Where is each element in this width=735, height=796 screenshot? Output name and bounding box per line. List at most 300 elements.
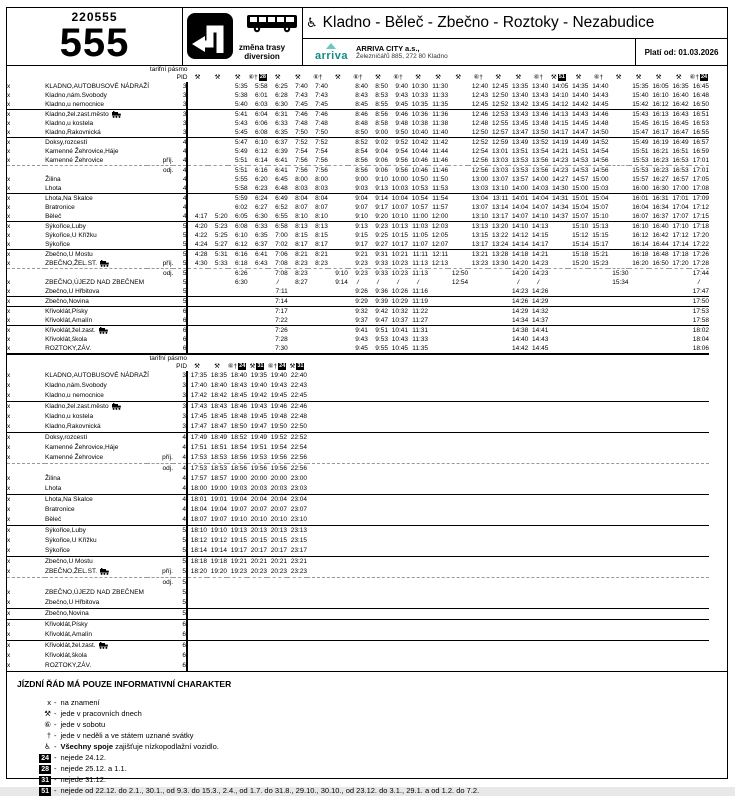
time-cell [468, 335, 488, 344]
time-cell: 7:40 [295, 83, 308, 90]
time-cell: 6:37 [275, 139, 288, 146]
time-cell [247, 598, 267, 609]
station-name: Bratronice [45, 506, 75, 513]
time-cell [187, 641, 207, 652]
time-cell: 16:51 [672, 148, 689, 155]
station-row [7, 212, 709, 222]
time-cell: 14:47 [568, 128, 588, 138]
column-day-symbol [649, 74, 669, 82]
time-cell: 17:10 [672, 223, 689, 230]
time-cell [588, 344, 608, 353]
time-cell [669, 297, 689, 307]
time-cell: 13:22 [491, 232, 509, 239]
zone-number: 5 [173, 546, 187, 557]
arrival-departure-label [147, 240, 173, 250]
arrival-departure-label [147, 147, 173, 156]
zone-number: 4 [173, 474, 187, 484]
note-badge-28: 28 [259, 74, 266, 81]
request-stop-flag [7, 269, 45, 279]
station-name: Kladno,nám.Svobody [45, 382, 107, 389]
time-cell: 12:45 [491, 83, 509, 90]
time-cell: 6:12 [228, 240, 248, 250]
time-cell: 18:14 [187, 546, 207, 557]
row-filler [307, 567, 709, 578]
arrival-departure-label [147, 175, 173, 184]
legend-text: nejede 31.12. [60, 775, 106, 784]
time-cell: 19:50 [267, 422, 287, 433]
time-cell [208, 269, 228, 279]
time-cell: 16:57 [672, 176, 689, 183]
arrival-departure-label: příj. [147, 567, 173, 578]
time-cell [308, 344, 328, 353]
time-cell [227, 620, 247, 631]
time-cell: 14:50 [588, 128, 608, 138]
time-cell: 5:27 [208, 240, 228, 250]
time-cell: 23:04 [290, 496, 308, 503]
time-cell: 20:10 [267, 515, 287, 526]
time-cell [328, 100, 348, 110]
note-badge-51: 51 [558, 74, 565, 81]
station-name: Křivoklát,Amalín [45, 630, 147, 641]
time-cell: 7:08 [275, 270, 288, 277]
time-cell [548, 287, 568, 297]
time-cell: 11:13 [412, 270, 429, 277]
time-cell: 9:33 [375, 270, 388, 277]
time-cell: 6:24 [255, 195, 268, 202]
zone-number: 5 [173, 240, 187, 250]
time-cell: 8:56 [348, 156, 368, 166]
request-stop-flag: x [7, 609, 45, 620]
time-cell: 18:49 [210, 434, 228, 441]
time-cell: 15:23 [588, 259, 608, 269]
time-cell: 9:25 [375, 232, 388, 239]
time-cell: 9:10 [335, 270, 348, 277]
zone-number: 6 [173, 344, 187, 353]
time-cell: 10:57 [411, 204, 429, 211]
request-stop-flag: x [7, 212, 45, 222]
time-cell [608, 203, 628, 212]
request-stop-flag: x [7, 496, 11, 503]
time-cell: 17:09 [692, 195, 709, 202]
time-cell: 11:11 [412, 251, 429, 258]
time-cell: 15:04 [592, 195, 609, 202]
time-cell: 15:20 [568, 259, 588, 269]
workdays-icon: ⚒ [214, 74, 221, 81]
zone-number: 5 [173, 557, 187, 568]
time-cell [227, 609, 247, 620]
time-cell: 9:23 [348, 259, 368, 269]
time-cell [208, 335, 228, 344]
workdays-icon: ⚒ [334, 74, 341, 81]
row-filler [307, 515, 709, 526]
time-cell [187, 203, 207, 212]
row-filler [307, 505, 709, 515]
time-cell: 9:23 [355, 270, 368, 277]
time-cell [488, 269, 508, 279]
time-cell: 19:15 [230, 537, 248, 544]
time-cell [629, 269, 649, 279]
time-cell [187, 278, 207, 287]
time-cell: 9:56 [388, 156, 408, 166]
request-stop-flag: x [7, 297, 45, 307]
zone-number: 6 [173, 307, 187, 317]
time-cell: 14:13 [552, 111, 569, 118]
time-cell [328, 297, 348, 307]
time-cell: 18:54 [230, 444, 248, 451]
time-cell: 12:13 [428, 259, 448, 269]
time-cell [208, 194, 228, 204]
time-cell: 9:45 [355, 345, 368, 352]
time-cell: 18:53 [207, 453, 227, 464]
time-cell: 16:23 [649, 156, 669, 166]
station-name: Kladno,u nemocnice [45, 391, 147, 402]
time-cell [288, 344, 308, 353]
time-cell: 9:36 [368, 287, 388, 297]
station-name: Lhota [45, 184, 147, 194]
time-cell: 11:00 [408, 212, 428, 222]
arrival-departure-label [147, 91, 173, 100]
column-day-symbol [508, 74, 528, 82]
time-cell: 8:03 [308, 184, 328, 194]
legend-item [17, 741, 719, 752]
time-cell: 13:10 [468, 212, 488, 222]
arrival-departure-label [147, 526, 173, 537]
time-cell [187, 156, 207, 166]
time-cell [608, 316, 628, 326]
time-cell: 12:00 [428, 212, 448, 222]
station-row [7, 110, 709, 120]
day-symbols-row [7, 363, 709, 371]
time-cell: 5:25 [214, 232, 228, 239]
arrival-departure-label [147, 620, 173, 631]
time-cell: 15:00 [592, 176, 609, 183]
time-cell: 9:46 [395, 111, 408, 118]
workdays-icon: ⚒ [294, 74, 301, 81]
time-cell [568, 344, 588, 353]
time-cell: 9:13 [355, 223, 368, 230]
time-cell: 11:42 [432, 139, 449, 146]
time-cell [448, 203, 468, 212]
time-cell [448, 184, 468, 194]
saturday-sunday-icon: ⑥† [313, 74, 323, 81]
time-cell: 14:04 [532, 195, 549, 202]
station-name [45, 269, 147, 279]
workdays-icon: ⚒ [435, 74, 441, 81]
station-name-text: Křivoklát,žel.zast. [45, 642, 96, 649]
request-stop-flag: x [7, 92, 11, 99]
time-cell [608, 250, 628, 260]
time-cell: 17:35 [190, 372, 208, 379]
time-cell: 8:56 [375, 111, 388, 118]
time-cell [328, 307, 348, 317]
time-cell [248, 278, 268, 287]
time-cell: 17:53 [190, 465, 208, 472]
request-stop-flag: x [7, 652, 11, 659]
time-cell [468, 307, 488, 317]
time-cell: 11:53 [428, 184, 448, 194]
station-row [7, 412, 709, 422]
time-cell: 14:29 [512, 308, 529, 315]
row-filler [307, 641, 709, 652]
request-stop-flag: x [7, 156, 45, 166]
time-cell: 16:20 [629, 259, 649, 269]
time-cell: 13:01 [491, 148, 509, 155]
time-cell: 11:35 [412, 345, 429, 352]
time-cell: 9:42 [375, 308, 388, 315]
workdays-icon: ⚒ [615, 74, 622, 81]
departure-row [7, 464, 709, 475]
column-day-symbol [228, 74, 248, 82]
time-cell [649, 335, 669, 344]
time-cell: 9:40 [395, 83, 408, 90]
arrival-departure-label [147, 391, 173, 402]
time-cell: 8:13 [315, 223, 328, 230]
time-cell: 23:15 [290, 537, 308, 544]
time-cell [207, 641, 227, 652]
time-cell: 9:17 [375, 204, 388, 211]
zone-number: 4 [173, 484, 187, 495]
zone-number: 4 [173, 464, 187, 475]
time-cell [428, 326, 448, 336]
time-cell: 7:56 [295, 167, 308, 174]
time-cell: 14:12 [512, 232, 529, 239]
arrival-departure-label [147, 371, 173, 381]
time-cell [208, 307, 228, 317]
station-row [7, 391, 709, 402]
request-stop-flag [7, 166, 45, 176]
time-cell [228, 326, 248, 336]
station-name: Žilina [45, 475, 61, 482]
time-cell [488, 297, 508, 307]
legend-item [17, 730, 719, 741]
time-cell: 10:23 [388, 259, 408, 269]
column-day-symbol [428, 74, 448, 82]
time-cell: 11:44 [432, 148, 449, 155]
zone-number: 4 [173, 212, 187, 222]
time-cell: 8:58 [375, 120, 388, 127]
time-cell: 7:54 [315, 148, 328, 155]
request-stop-flag: x [7, 642, 11, 649]
time-cell: 22:48 [290, 413, 308, 420]
zone-number: 5 [173, 278, 187, 287]
request-stop-flag: x [7, 558, 11, 565]
time-cell [208, 82, 228, 91]
time-cell: 16:57 [692, 139, 709, 146]
station-row [7, 203, 709, 212]
note-badge-28: 28 [41, 766, 49, 773]
column-day-symbol [588, 74, 608, 82]
request-stop-flag: x [7, 176, 11, 183]
row-filler [307, 371, 709, 381]
time-cell: 18:42 [207, 391, 227, 402]
station-row [7, 175, 709, 184]
time-cell: 13:20 [491, 223, 509, 230]
row-filler [307, 598, 709, 609]
request-stop-flag: x [7, 567, 45, 578]
time-cell [428, 287, 448, 297]
time-cell: 15:34 [612, 279, 629, 286]
time-cell: 20:04 [250, 496, 268, 503]
row-filler [307, 433, 709, 444]
time-cell [448, 231, 468, 240]
arrival-departure-label [147, 443, 173, 453]
time-cell [247, 630, 267, 641]
request-stop-flag: x [7, 621, 11, 628]
time-cell: 14:17 [548, 128, 568, 138]
time-cell: 12:45 [468, 100, 488, 110]
station-name: ROZTOKY,ZÁV. [45, 662, 92, 669]
legend-item [17, 763, 719, 774]
time-cell: 7:46 [295, 111, 308, 118]
station-name-text: ZBEČNO,ŽEL.ST. [45, 568, 98, 575]
time-cell [208, 119, 228, 128]
time-cell: 6:41 [268, 156, 288, 166]
time-cell: 10:13 [391, 223, 408, 230]
station-name-text: Kladno,žel.zast.město [45, 111, 109, 118]
time-cell: 19:51 [250, 444, 268, 451]
row-filler [307, 443, 709, 453]
time-cell [448, 222, 468, 232]
header-filler [307, 363, 709, 371]
time-cell [287, 609, 307, 620]
time-cell [208, 147, 228, 156]
workdays-icon: ⚒ [675, 74, 682, 81]
time-cell [227, 598, 247, 609]
time-cell [448, 335, 468, 344]
time-cell: 5:51 [234, 167, 248, 174]
time-cell: 10:23 [391, 270, 408, 277]
time-cell [247, 609, 267, 620]
time-cell: 12:50 [491, 92, 509, 99]
page-frame [6, 7, 728, 795]
time-cell: 14:19 [552, 139, 569, 146]
column-day-symbol [248, 74, 268, 82]
time-cell: 18:43 [210, 403, 228, 410]
time-cell [207, 588, 227, 598]
time-cell: 20:13 [270, 527, 288, 534]
request-stop-flag: x [7, 345, 11, 352]
time-cell: 6:30 [248, 212, 268, 222]
time-cell: 17:58 [689, 316, 709, 326]
station-row [7, 474, 709, 484]
time-cell: 17:57 [190, 475, 208, 482]
time-cell: 12:54 [471, 148, 489, 155]
time-cell [568, 269, 588, 279]
request-stop-flag: x [7, 223, 11, 230]
time-cell: 22:52 [290, 434, 308, 441]
time-cell [568, 316, 588, 326]
time-cell: 5:35 [234, 83, 248, 90]
time-cell: 5:23 [214, 223, 228, 230]
time-cell: 14:34 [552, 204, 569, 211]
time-cell: 18:40 [210, 382, 228, 389]
time-cell: 19:46 [270, 403, 288, 410]
note-badge-31: 31 [41, 777, 49, 784]
time-cell [267, 651, 287, 661]
header-spacer [187, 354, 709, 363]
column-day-symbol [608, 74, 628, 82]
time-cell: 15:43 [632, 111, 649, 118]
time-cell: 14:10 [552, 92, 569, 99]
time-cell [448, 297, 468, 307]
arrival-departure-label [147, 651, 173, 661]
time-cell [247, 641, 267, 652]
time-cell: 14:07 [532, 204, 549, 211]
time-cell: 9:31 [375, 251, 388, 258]
request-stop-flag: x [7, 475, 11, 482]
time-cell: 20:07 [250, 506, 268, 513]
time-cell [428, 278, 448, 287]
time-cell: 15:13 [592, 223, 609, 230]
time-cell: 6:16 [234, 251, 248, 258]
time-cell: 18:56 [230, 465, 248, 472]
station-row [7, 557, 709, 568]
time-cell: 9:47 [368, 316, 388, 326]
time-cell: 20:04 [270, 496, 288, 503]
time-cell: 7:45 [308, 100, 328, 110]
time-cell: 18:07 [187, 515, 207, 526]
station-name: Běleč [45, 515, 147, 526]
arrival-departure-label [147, 250, 173, 260]
time-cell [308, 326, 328, 336]
time-cell: 8:55 [368, 100, 388, 110]
time-cell: 19:56 [270, 465, 288, 472]
time-cell: 19:43 [270, 382, 288, 389]
request-stop-flag: x [7, 484, 45, 495]
time-cell: 16:14 [629, 240, 649, 250]
station-row [7, 484, 709, 495]
time-cell: 13:52 [532, 139, 549, 146]
time-cell [608, 110, 628, 120]
arrival-departure-label [147, 505, 173, 515]
station-name: Sýkořice [45, 546, 147, 557]
station-row [7, 515, 709, 526]
time-cell: 12:52 [471, 139, 489, 146]
time-cell: 19:17 [227, 546, 247, 557]
time-cell [248, 335, 268, 344]
time-cell [649, 287, 669, 297]
time-cell: 14:26 [508, 297, 528, 307]
time-cell: 7:26 [275, 327, 288, 334]
row-filler [307, 495, 709, 506]
request-stop-flag: x [7, 382, 11, 389]
time-cell: 10:43 [391, 336, 408, 343]
time-cell: 13:45 [528, 100, 548, 110]
time-cell: 6:41 [255, 251, 268, 258]
time-cell: 7:56 [308, 156, 328, 166]
time-cell: 19:13 [230, 527, 248, 534]
no-stop-slash: / [517, 279, 520, 286]
arrival-departure-label: příj. [147, 259, 173, 269]
zone-number: 5 [173, 578, 187, 589]
time-cell [267, 588, 287, 598]
station-row [7, 609, 709, 620]
time-cell: 11:03 [412, 223, 429, 230]
time-cell [267, 641, 287, 652]
time-cell [428, 335, 448, 344]
time-cell [228, 307, 248, 317]
time-cell [669, 278, 689, 287]
column-day-symbol [548, 74, 568, 82]
time-cell: 16:00 [629, 184, 649, 194]
time-cell: 10:45 [391, 345, 408, 352]
zone-number: 4 [173, 443, 187, 453]
time-cell: 10:35 [408, 100, 428, 110]
time-cell: 23:03 [287, 484, 307, 495]
time-cell [488, 278, 508, 287]
time-cell [608, 335, 628, 344]
arrival-departure-label: odj. [162, 579, 173, 586]
